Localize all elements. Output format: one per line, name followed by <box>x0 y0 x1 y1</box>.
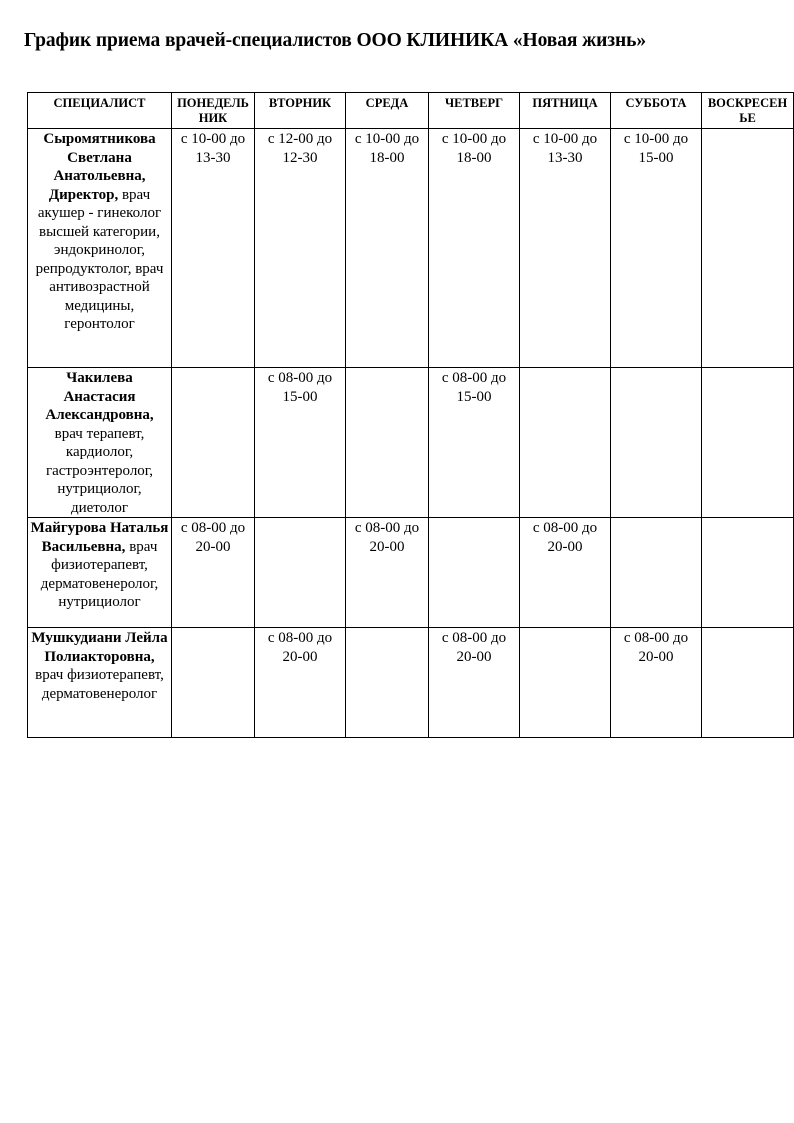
schedule-cell-wednesday: с 08-00 до 20-00 <box>346 518 429 628</box>
schedule-cell-thursday: с 08-00 до 15-00 <box>429 368 520 518</box>
schedule-cell-wednesday <box>346 628 429 738</box>
header-specialist: СПЕЦИАЛИСТ <box>28 93 172 129</box>
doctor-role: врач физиотерапевт, дерматовенеролог, нутрициолог <box>40 538 159 610</box>
doctor-name: Чакилева Анастасия Александровна, <box>45 370 154 423</box>
schedule-cell-monday: с 10-00 до 13-30 <box>172 129 255 368</box>
schedule-cell-monday <box>172 368 255 518</box>
doctor-role: врач терапевт, кардиолог, гастроэнтеролог, нутрициолог, диетолог <box>45 425 154 516</box>
table-row <box>28 129 794 368</box>
schedule-cell-saturday <box>611 518 702 628</box>
schedule-cell-friday: с 10-00 до 13-30 <box>520 129 611 368</box>
schedule-cell-wednesday <box>346 368 429 518</box>
specialist-cell <box>28 628 172 738</box>
header-thursday: ЧЕТВЕРГ <box>429 93 520 129</box>
schedule-cell-thursday: с 10-00 до 18-00 <box>429 129 520 368</box>
schedule-cell-sunday <box>702 628 794 738</box>
header-sunday: ВОСКРЕСЕНЬЕ <box>702 93 794 129</box>
header-wednesday: СРЕДА <box>346 93 429 129</box>
header-monday: ПОНЕДЕЛЬНИК <box>172 93 255 129</box>
doctor-name: Сыромятникова Светлана Анатольевна, Директор, <box>43 131 156 203</box>
table-row <box>28 518 794 628</box>
table-row <box>28 368 794 518</box>
schedule-cell-saturday: с 08-00 до 20-00 <box>611 628 702 738</box>
schedule-cell-friday <box>520 368 611 518</box>
schedule-cell-friday <box>520 628 611 738</box>
page-title: График приема врачей-специалистов ООО КЛИНИКА «Новая жизнь» <box>24 30 646 51</box>
doctor-role: врач физиотерапевт, дерматовенеролог <box>35 667 164 702</box>
schedule-cell-tuesday: с 08-00 до 15-00 <box>255 368 346 518</box>
specialist-cell <box>28 129 172 368</box>
schedule-cell-friday: с 08-00 до 20-00 <box>520 518 611 628</box>
schedule-cell-saturday: с 10-00 до 15-00 <box>611 129 702 368</box>
schedule-cell-monday <box>172 628 255 738</box>
specialist-cell <box>28 368 172 518</box>
schedule-table <box>27 92 794 738</box>
schedule-cell-thursday <box>429 518 520 628</box>
doctor-name: Мушкудиани Лейла Полиакторовна, <box>31 630 168 665</box>
schedule-cell-sunday <box>702 129 794 368</box>
schedule-cell-wednesday: с 10-00 до 18-00 <box>346 129 429 368</box>
schedule-cell-monday: с 08-00 до 20-00 <box>172 518 255 628</box>
schedule-cell-sunday <box>702 518 794 628</box>
specialist-cell <box>28 518 172 628</box>
schedule-cell-saturday <box>611 368 702 518</box>
header-saturday: СУББОТА <box>611 93 702 129</box>
schedule-cell-thursday: с 08-00 до 20-00 <box>429 628 520 738</box>
schedule-cell-tuesday: с 08-00 до 20-00 <box>255 628 346 738</box>
schedule-cell-sunday <box>702 368 794 518</box>
schedule-cell-tuesday: с 12-00 до 12-30 <box>255 129 346 368</box>
header-row <box>28 93 794 129</box>
table-row <box>28 628 794 738</box>
doctor-role: врач акушер - гинеколог высшей категории, эндокринолог, репродуктолог, врач антивозрастной медицины, геронтолог <box>35 186 164 332</box>
doctor-name: Майгурова Наталья Васильевна, <box>30 520 169 555</box>
header-tuesday: ВТОРНИК <box>255 93 346 129</box>
schedule-cell-tuesday <box>255 518 346 628</box>
header-friday: ПЯТНИЦА <box>520 93 611 129</box>
